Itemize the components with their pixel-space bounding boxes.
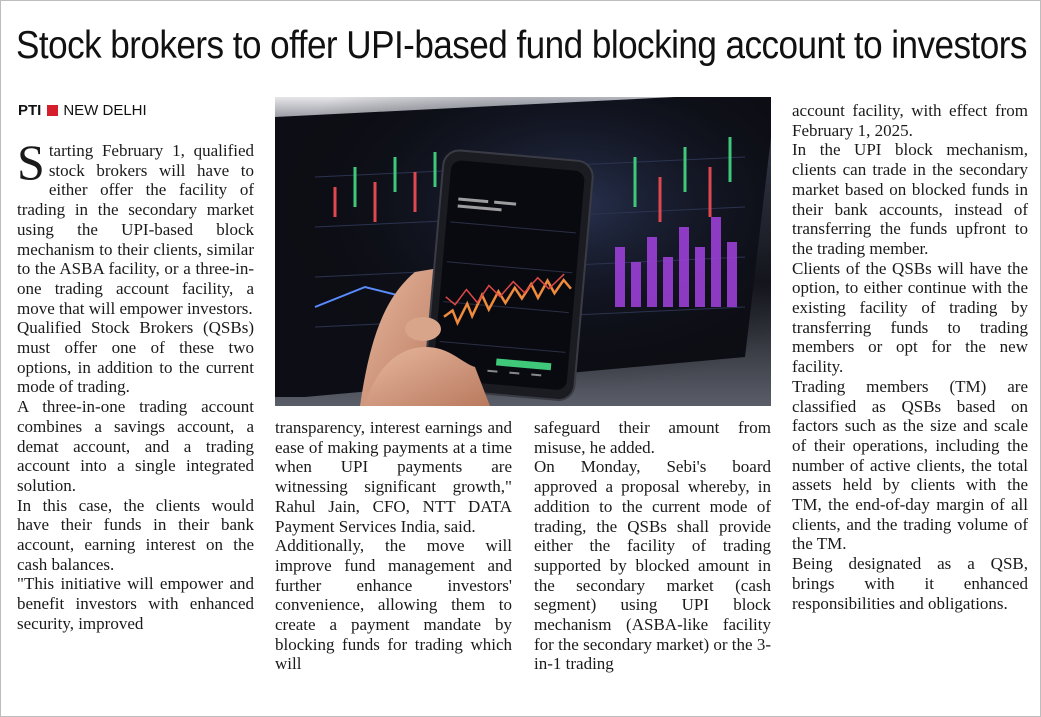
byline-location: NEW DELHI — [63, 102, 147, 119]
paragraph: Being designated as a QSB, brings with it enhanced responsibilities and obligations. — [792, 554, 1028, 613]
paragraph: Qualified Stock Brokers (QSBs) must offer one of these two options, in addition to the current mode of trading. — [17, 318, 254, 397]
paragraph: Trading members (TM) are classified as QSBs based on factors such as the size and scale of their operations, including the number of active clients, the total assets held by clients with the TM, the end-of-day margin of all clients, and the trading volume of the TM. — [792, 376, 1028, 554]
column-1 — [17, 134, 254, 634]
paragraph: On Monday, Sebi's board approved a proposal whereby, in addition to the current mode of trading, the QSBs shall provide either the facility of trading supported by blocked amount in the secondary market (cash segment) using UPI block mechanism (ASBA-like facility for the secondary market) or the 3-in-1 trading — [534, 457, 771, 674]
paragraph: "This initiative will empower and benefit investors with enhanced security, improved — [17, 574, 254, 633]
paragraph: account facility, with effect from February 1, 2025. — [792, 101, 1028, 140]
paragraph: safeguard their amount from misuse, he added. — [534, 418, 771, 457]
paragraph: In this case, the clients would have their funds in their bank account, earning interest on the cash balances. — [17, 495, 254, 574]
column-4 — [792, 101, 1028, 613]
paragraph: In the UPI block mechanism, clients can trade in the secondary market based on blocked funds in their bank accounts, instead of transferring the funds upfront to the trading member. — [792, 140, 1028, 258]
byline-source: PTI — [18, 102, 42, 119]
paragraph: Starting February 1, qualified stock brokers will have to either offer the facility of trading in the secondary market using the UPI-based block mechanism to their clients, similar to the ASBA facility, or a three-in-one trading account facility, a move that will empower investors. — [17, 134, 254, 318]
paragraph: Clients of the QSBs will have the option, to either continue with the existing facility of trading by transferring funds to trading members or opt for the new facility. — [792, 258, 1028, 377]
paragraph: Additionally, the move will improve fund management and further enhance investors' convenience, allowing them to create a payment mandate by blocking funds for trading which will — [275, 536, 512, 674]
byline-square-icon — [47, 105, 58, 116]
column-3 — [534, 418, 771, 674]
smartphone-stock-chart-photo — [275, 97, 771, 406]
paragraph: transparency, interest earnings and ease of making payments at a time when UPI payments are witnessing significant growth," Rahul Jain, CFO, NTT DATA Payment Services India, said. — [275, 418, 512, 536]
headline: Stock brokers to offer UPI-based fund blocking account to investors — [16, 24, 1027, 67]
paragraph: A three-in-one trading account combines a savings account, a demat account, and a trading account into a single integrated solution. — [17, 397, 254, 495]
column-2 — [275, 418, 512, 674]
dropcap: S — [17, 134, 45, 190]
byline — [18, 101, 147, 121]
